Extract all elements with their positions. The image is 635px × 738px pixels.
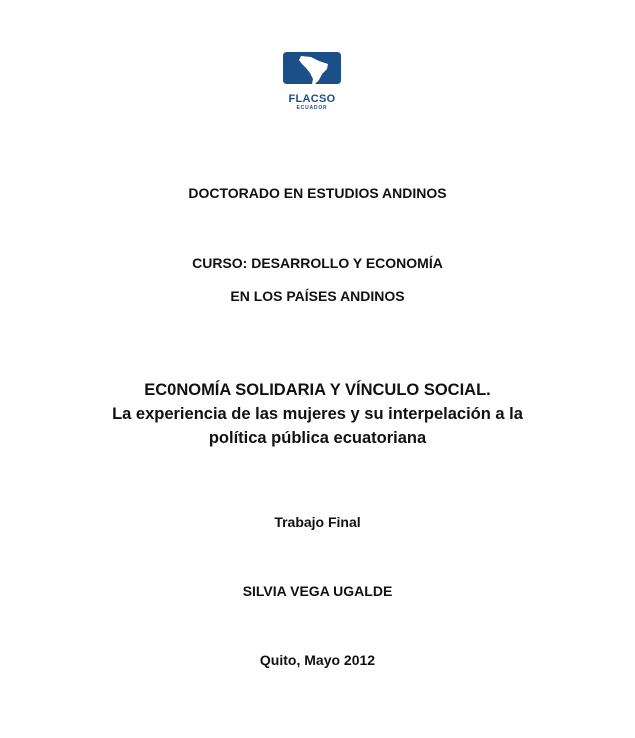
logo-subtitle: ECUADOR [296,105,328,111]
author-name: SILVIA VEGA UGALDE [242,583,393,599]
title-line-3: política pública ecuatoriana [208,429,427,447]
course-line-1: CURSO: DESARROLLO Y ECONOMÍA [192,255,443,271]
flacso-logo-text [279,94,345,111]
course-line-2: EN LOS PAÍSES ANDINOS [230,288,405,304]
title-line-1: EC0NOMÍA SOLIDARIA Y VÍNCULO SOCIAL. [144,381,491,399]
title-line-2: La experiencia de las mujeres y su interpelación a la [112,405,523,423]
work-type: Trabajo Final [274,514,361,530]
program-title: DOCTORADO EN ESTUDIOS ANDINOS [188,185,447,201]
logo-name: FLACSO [288,93,336,105]
place-date: Quito, Mayo 2012 [259,652,376,668]
